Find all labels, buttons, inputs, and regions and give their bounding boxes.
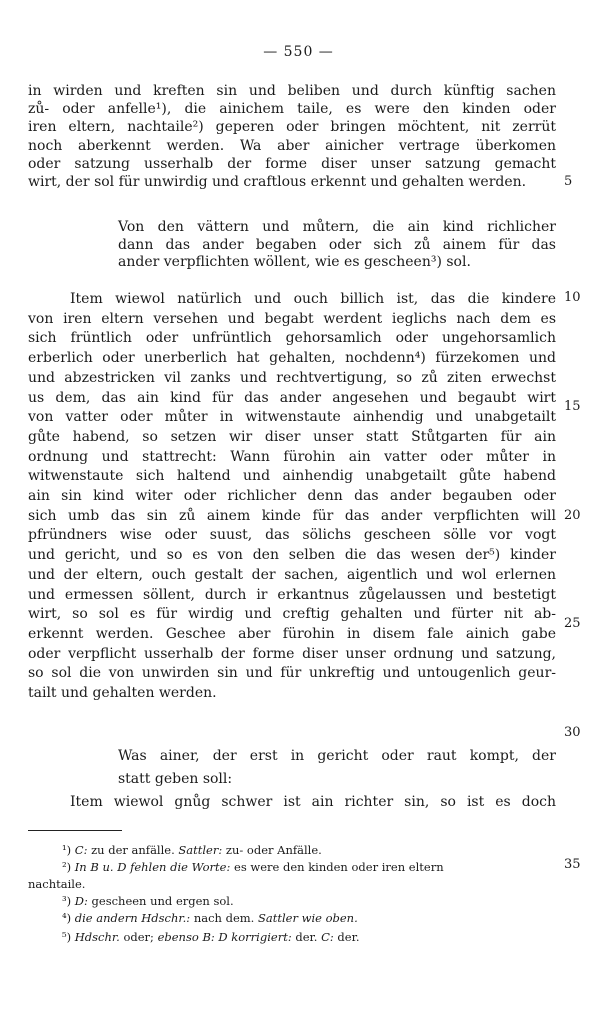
text-line: tailt und gehalten werden. bbox=[28, 685, 217, 701]
text-line: und der eltern, ouch gestalt der sachen, aigentlich und wol erlernen bbox=[28, 566, 556, 583]
footnote-text: D: bbox=[74, 894, 88, 908]
text-line: ander verpflichten wöllent, wie es gescheen³) sol. bbox=[118, 254, 471, 270]
text-line: von iren eltern versehen und begabt werdent ieglichs nach dem es bbox=[28, 310, 556, 327]
footnote-text: es were den kinden oder iren eltern bbox=[230, 860, 444, 874]
page-number: — 550 — bbox=[263, 44, 334, 60]
footnote-mark: ¹) bbox=[62, 843, 75, 857]
footnote-text: oder; bbox=[119, 930, 158, 944]
footnote-text: nach dem. bbox=[190, 911, 258, 925]
text-line: oder satzung usserhalb der forme diser unser satzung gemacht bbox=[28, 155, 556, 172]
text-line: erberlich oder unerberlich hat gehalten, nochdenn⁴) fürzekomen und bbox=[28, 350, 556, 367]
footnote bbox=[62, 843, 556, 858]
text-line: so sol die von unwirden sin und für unkreftig und untougenlich geur- bbox=[28, 665, 556, 682]
text-line: wirt, so sol es für wirdig und creftig gehalten und fürter nit ab- bbox=[28, 606, 556, 623]
footnote-mark: ⁵) bbox=[62, 930, 75, 944]
text-line: und ermessen söllent, durch ir erkantnus zůgelaussen und bestetigt bbox=[28, 586, 556, 603]
text-line: Was ainer, der erst in gericht oder raut kompt, der bbox=[118, 748, 556, 764]
text-line: Von den vättern und můtern, die ain kind richlicher bbox=[118, 219, 556, 235]
footnote-text: Sattler: bbox=[178, 843, 223, 857]
footnote-mark: ⁴) bbox=[62, 911, 75, 925]
line-number: 5 bbox=[564, 174, 573, 189]
line-number: 25 bbox=[564, 616, 581, 631]
text-line: sich früntlich oder unfrüntlich gehorsamlich oder ungehorsamlich bbox=[28, 330, 556, 347]
text-line: von vatter oder můter in witwenstaute ainhendig und unabgetailt bbox=[28, 409, 556, 426]
footnote-mark: ³) bbox=[62, 894, 75, 908]
text-line: wirt, der sol für unwirdig und craftlous erkennt und gehalten werden. bbox=[28, 174, 527, 190]
footnote bbox=[62, 911, 556, 926]
footnote-rule bbox=[28, 830, 122, 831]
footnote-text: ebenso B: D korrigiert: bbox=[157, 930, 292, 944]
footnote-text: C: bbox=[74, 843, 88, 857]
footnote-text: zu der anfälle. bbox=[87, 843, 179, 857]
footnote bbox=[62, 930, 556, 945]
text-line: ordnung und stattrecht: Wann fürohin ain vatter oder můter in bbox=[28, 448, 556, 465]
text-line: dann das ander begaben oder sich zů ainem für das bbox=[118, 236, 556, 253]
text-line: und gericht, und so es von den selben die das wesen der⁵) kinder bbox=[28, 547, 556, 564]
footnote-mark: ²) bbox=[62, 860, 75, 874]
text-line: statt geben soll: bbox=[118, 771, 233, 787]
footnote-text: gescheen und ergen sol. bbox=[87, 894, 234, 908]
text-line: und abzestricken vil zanks und rechtvertigung, so zů ziten erwechst bbox=[28, 369, 556, 386]
footnote-text: In B u. D fehlen die Worte: bbox=[74, 860, 231, 874]
footnote-text: C: bbox=[321, 930, 334, 944]
text-line: oder verpflicht usserhalb der forme diser unser ordnung und satzung, bbox=[28, 645, 556, 662]
footnote-text: Sattler wie oben. bbox=[257, 911, 358, 925]
footnote-text: der. bbox=[333, 930, 360, 944]
footnote bbox=[62, 894, 556, 909]
text-line: sich umb das sin zů ainem kinde für das ander verpflichten will bbox=[28, 507, 556, 524]
text-line: in wirden und kreften sin und beliben und durch künftig sachen bbox=[28, 83, 556, 99]
line-number: 30 bbox=[564, 725, 581, 740]
text-line: pfründners wise oder suust, das sölichs gescheen sölle vor vogt bbox=[28, 527, 556, 544]
line-number: 35 bbox=[564, 857, 581, 872]
text-line: noch aberkennt werden. Wa aber ainicher vertrage überkomen bbox=[28, 137, 556, 154]
text-line: iren eltern, nachtaile²) geperen oder bringen möchtent, nit zerrüt bbox=[28, 119, 556, 136]
footnote-text: nachtaile. bbox=[28, 877, 86, 891]
text-line: ain sin kind witer oder richlicher denn das ander begauben oder bbox=[28, 488, 556, 504]
footnote bbox=[62, 860, 556, 875]
text-line: us dem, das ain kind für das ander angesehen und begaubt wirt bbox=[28, 389, 556, 406]
footnote-text: Hdschr. bbox=[74, 930, 120, 944]
footnote-text: zu- oder Anfälle. bbox=[222, 843, 322, 857]
text-line: zů- oder anfelle¹), die ainichem taile, es were den kinden oder bbox=[28, 101, 556, 118]
footnote-text: die andern Hdschr.: bbox=[74, 911, 191, 925]
line-number: 10 bbox=[564, 290, 581, 305]
text-line: Item wiewol natürlich und ouch billich ist, das die kindere bbox=[70, 291, 556, 307]
line-number: 15 bbox=[564, 399, 581, 414]
footnote-text: der. bbox=[291, 930, 322, 944]
text-line: erkennt werden. Geschee aber fürohin in disem fale ainich gabe bbox=[28, 625, 556, 642]
text-line: gůte habend, so setzen wir diser unser statt Stůtgarten für ain bbox=[28, 428, 556, 445]
text-line: Item wiewol gnůg schwer ist ain richter sin, so ist es doch bbox=[70, 794, 556, 810]
text-line: witwenstaute sich haltend und ainhendig unabgetailt gůte habend bbox=[28, 468, 556, 485]
footnote bbox=[28, 877, 522, 892]
line-number: 20 bbox=[564, 508, 581, 523]
